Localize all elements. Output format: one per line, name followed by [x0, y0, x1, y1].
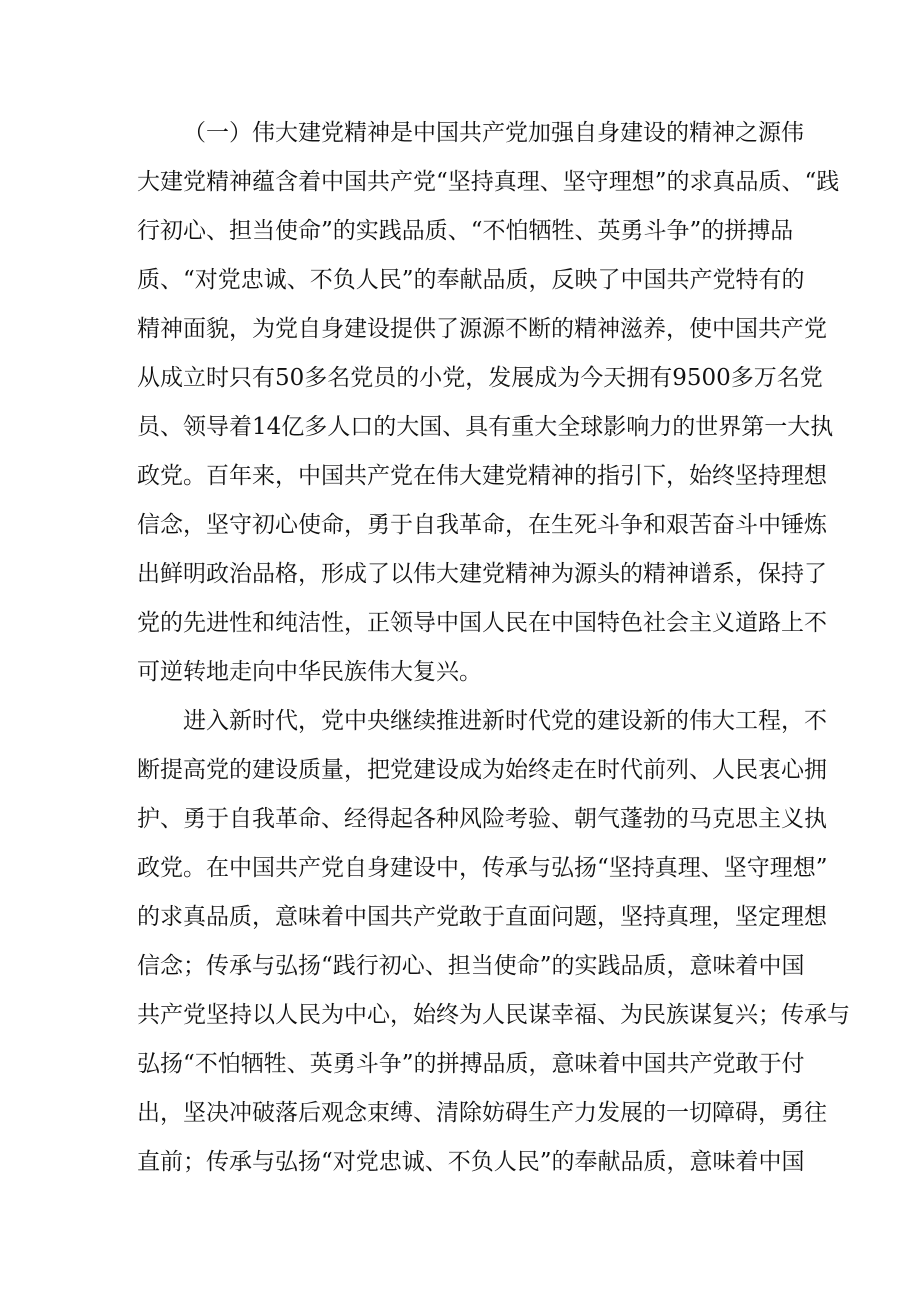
paragraph-1-line-5: 精神面貌，为党自身建设提供了源源不断的精神滋养，使中国共产党	[137, 316, 827, 342]
paragraph-2-line-6: 信念；传承与弘扬“践行初心、担当使命”的实践品质，意味着中国	[137, 953, 805, 979]
paragraph-1-line-9: 信念，坚守初心使命，勇于自我革命，在生死斗争和艰苦奋斗中锤炼	[137, 512, 827, 538]
paragraph-1-line-10: 出鲜明政治品格，形成了以伟大建党精神为源头的精神谱系，保持了	[137, 561, 827, 587]
paragraph-2-line-2: 断提高党的建设质量，把党建设成为始终走在时代前列、人民衷心拥	[137, 757, 827, 783]
paragraph-1-line-12: 可逆转地走向中华民族伟大复兴。	[137, 659, 482, 685]
paragraph-1-line-4: 质、“对党忠诚、不负人民”的奉献品质，反映了中国共产党特有的	[137, 267, 805, 293]
paragraph-1-line-1: （一）伟大建党精神是中国共产党加强自身建设的精神之源伟	[183, 120, 804, 146]
paragraph-2-line-3: 护、勇于自我革命、经得起各种风险考验、朝气蓬勃的马克思主义执	[137, 806, 827, 832]
paragraph-1-line-11: 党的先进性和纯洁性，正领导中国人民在中国特色社会主义道路上不	[137, 610, 827, 636]
paragraph-1-line-3: 行初心、担当使命”的实践品质、“不怕牺牲、英勇斗争”的拼搏品	[137, 218, 794, 244]
paragraph-1-line-7: 员、领导着14亿多人口的大国、具有重大全球影响力的世界第一大执	[137, 414, 834, 440]
paragraph-2-line-9: 出，坚决冲破落后观念束缚、清除妨碍生产力发展的一切障碍，勇往	[137, 1100, 827, 1126]
paragraph-2-line-10: 直前；传承与弘扬“对党忠诚、不负人民”的奉献品质，意味着中国	[137, 1149, 805, 1175]
paragraph-2-line-4: 政党。在中国共产党自身建设中，传承与弘扬“坚持真理、坚守理想”	[137, 855, 828, 881]
paragraph-1-line-8: 政党。百年来，中国共产党在伟大建党精神的指引下，始终坚持理想	[137, 463, 827, 489]
paragraph-2-line-5: 的求真品质，意味着中国共产党敢于直面问题，坚持真理，坚定理想	[137, 904, 827, 930]
paragraph-2-line-8: 弘扬“不怕牺牲、英勇斗争”的拼搏品质，意味着中国共产党敢于付	[137, 1051, 805, 1077]
paragraph-1-line-2: 大建党精神蕴含着中国共产党“坚持真理、坚守理想”的求真品质、“践	[137, 169, 840, 195]
paragraph-1-line-6: 从成立时只有50多名党员的小党，发展成为今天拥有9500多万名党	[137, 365, 823, 391]
paragraph-2-line-7: 共产党坚持以人民为中心，始终为人民谋幸福、为民族谋复兴；传承与	[137, 1002, 850, 1028]
paragraph-2-line-1: 进入新时代，党中央继续推进新时代党的建设新的伟大工程，不	[183, 708, 827, 734]
